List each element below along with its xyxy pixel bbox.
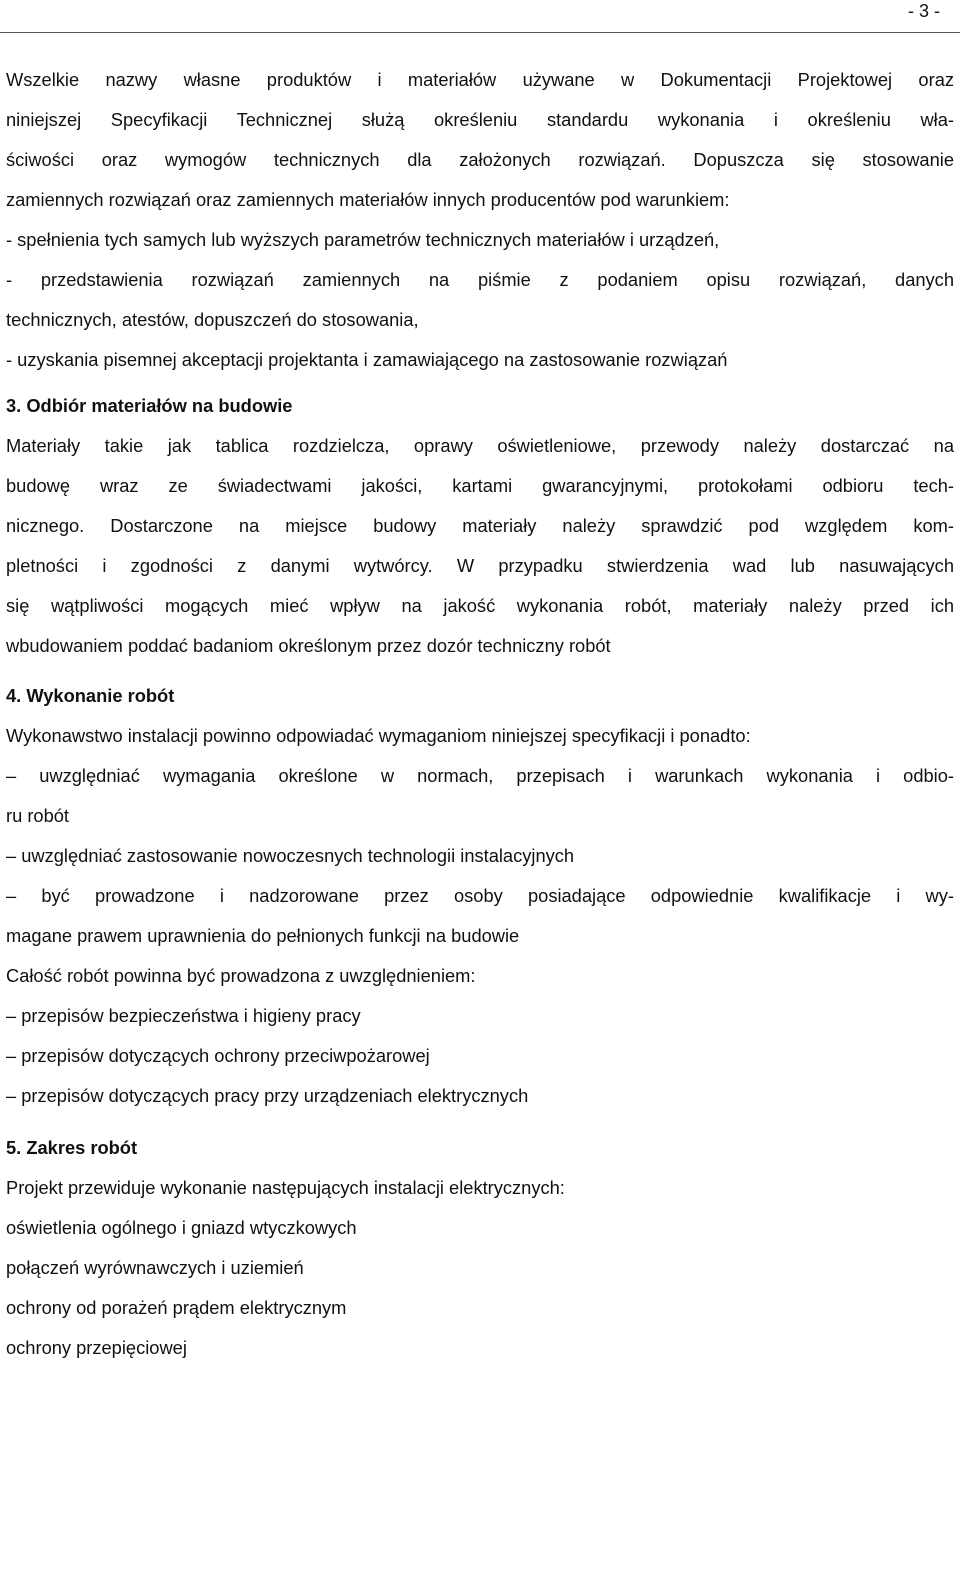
text-line: Wykonawstwo instalacji powinno odpowiadać wymaganiom niniejszej specyfikacji i ponadto: <box>6 725 751 746</box>
list-item: – być prowadzone i nadzorowane przez osoby posiadające odpowiednie kwalifikacje i wy- <box>6 885 954 906</box>
list-item: – przepisów dotyczących ochrony przeciwpożarowej <box>6 1045 430 1066</box>
text-line: budowę wraz ze świadectwami jakości, kartami gwarancyjnymi, protokołami odbioru tech- <box>6 475 954 496</box>
list-item: oświetlenia ogólnego i gniazd wtyczkowych <box>6 1217 357 1238</box>
section-5-heading: 5. Zakres robót <box>6 1137 138 1158</box>
text-line: Materiały takie jak tablica rozdzielcza, oprawy oświetleniowe, przewody należy dostarczać na <box>6 435 954 456</box>
list-item-continuation: ru robót <box>6 805 70 826</box>
section-3-heading: 3. Odbiór materiałów na budowie <box>6 395 293 416</box>
text-line: się wątpliwości mogących mieć wpływ na jakość wykonania robót, materiały należy przed ich <box>6 595 954 616</box>
text-line: - uzyskania pisemnej akceptacji projektanta i zamawiającego na zastosowanie rozwiązań <box>6 349 728 370</box>
text-line: pletności i zgodności z danymi wytwórcy. W przypadku stwierdzenia wad lub nasuwających <box>6 555 954 576</box>
list-item: ochrony od porażeń prądem elektrycznym <box>6 1297 347 1318</box>
list-item: połączeń wyrównawczych i uziemień <box>6 1257 304 1278</box>
section-3-paragraph <box>6 426 954 666</box>
text-line: Wszelkie nazwy własne produktów i materiałów używane w Dokumentacji Projektowej oraz <box>6 69 954 90</box>
document-body <box>6 60 954 1368</box>
intro-paragraph <box>6 60 954 380</box>
list-item-continuation: magane prawem uprawnienia do pełnionych funkcji na budowie <box>6 925 520 946</box>
text-line: technicznych, atestów, dopuszczeń do stosowania, <box>6 309 419 330</box>
text-line: ściwości oraz wymogów technicznych dla założonych rozwiązań. Dopuszcza się stosowanie <box>6 149 954 170</box>
header-rule <box>0 32 960 33</box>
text-line: niniejszej Specyfikacji Technicznej służą określeniu standardu wykonania i określeniu wła- <box>6 109 954 130</box>
list-item: ochrony przepięciowej <box>6 1337 187 1358</box>
section-4-heading: 4. Wykonanie robót <box>6 685 175 706</box>
page-number: - 3 - <box>907 1 940 21</box>
text-line: - przedstawienia rozwiązań zamiennych na piśmie z podaniem opisu rozwiązań, danych <box>6 269 954 290</box>
text-line: zamiennych rozwiązań oraz zamiennych materiałów innych producentów pod warunkiem: <box>6 189 730 210</box>
list-item: – przepisów dotyczących pracy przy urządzeniach elektrycznych <box>6 1085 529 1106</box>
text-line: - spełnienia tych samych lub wyższych parametrów technicznych materiałów i urządzeń, <box>6 229 720 250</box>
text-line: nicznego. Dostarczone na miejsce budowy materiały należy sprawdzić pod względem kom- <box>6 515 954 536</box>
text-line: Projekt przewiduje wykonanie następujących instalacji elektrycznych: <box>6 1177 565 1198</box>
section-5-paragraph <box>6 1168 954 1368</box>
list-item: – uwzględniać wymagania określone w normach, przepisach i warunkach wykonania i odbio- <box>6 765 954 786</box>
section-4-paragraph <box>6 716 954 1116</box>
list-item: – uwzględniać zastosowanie nowoczesnych technologii instalacyjnych <box>6 845 575 866</box>
list-item: – przepisów bezpieczeństwa i higieny pracy <box>6 1005 361 1026</box>
text-line: wbudowaniem poddać badaniom określonym przez dozór techniczny robót <box>6 635 611 656</box>
text-line: Całość robót powinna być prowadzona z uwzględnieniem: <box>6 965 476 986</box>
